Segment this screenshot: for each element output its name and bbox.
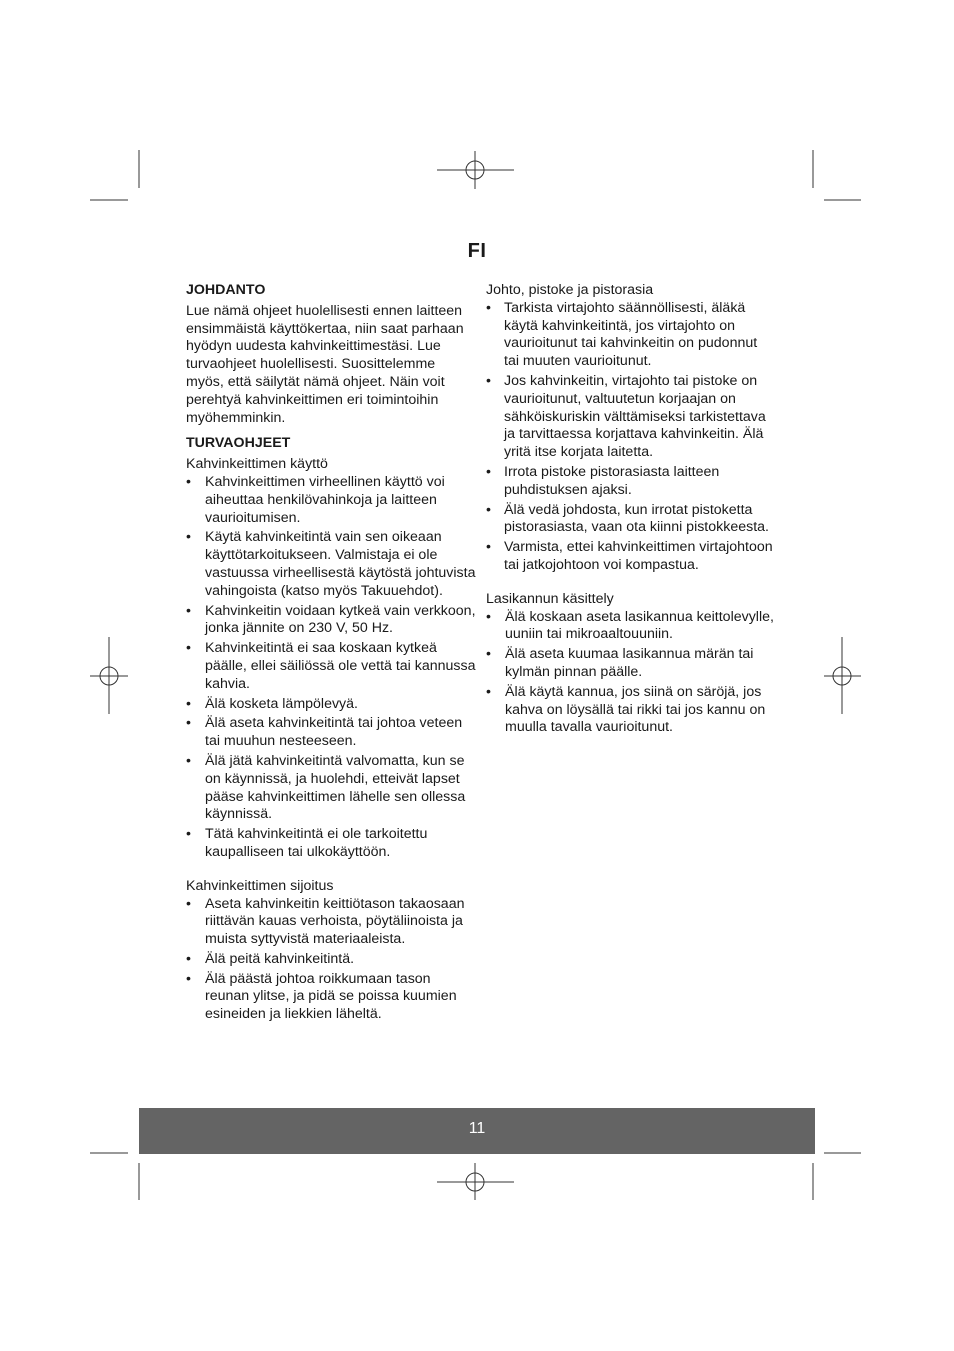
list-item: • Älä aseta kahvinkeitintä tai johtoa veteen tai muuhun nesteeseen.	[186, 715, 476, 751]
safety-heading: TURVAOHJEET	[186, 435, 291, 452]
list-item: • Kahvinkeitintä ei saa koskaan kytkeä päälle, ellei säiliössä ole vettä tai kannussa kahvia.	[186, 640, 476, 693]
left-column	[186, 282, 476, 1026]
placement-subheading: Kahvinkeittimen sijoitus	[186, 877, 334, 894]
list-item: • Irrota pistoke pistorasiasta laitteen puhdistuksen ajaksi.	[486, 464, 776, 500]
list-item: • Jos kahvinkeitin, virtajohto tai pistoke on vaurioitunut, valtuutetun korjaajan on sähköiskuriskin välttämiseksi tarkistettava ja tarvittaessa korjattava kahvinkeitin. Älä yritä itse korjata laitetta.	[486, 373, 776, 462]
intro-text: Lue nämä ohjeet huolellisesti ennen laitteen ensimmäistä käyttökertaa, niin saat parhaan hyödyn uudesta kahvinkeittimestäsi. Lue turvaohjeet huolellisesti. Suosittelemme myös, että säilytät nämä ohjeet. Näin voit perehtyä kahvinkeittimen eri toimintoihin myöhemminkin.	[186, 302, 464, 426]
list-item: • Älä aseta kuumaa lasikannua märän tai kylmän pinnan päälle.	[486, 646, 776, 682]
language-code: FI	[467, 240, 487, 262]
list-item: • Älä päästä johtoa roikkumaan tason reunan ylitse, ja pidä se poissa kuumien esineiden ja liekkien läheltä.	[186, 971, 476, 1024]
intro-heading: JOHDANTO	[186, 282, 266, 298]
list-item: • Tätä kahvinkeitintä ei ole tarkoitettu kaupalliseen tai ulkokäyttöön.	[186, 826, 476, 862]
list-item: • Älä peitä kahvinkeitintä.	[186, 951, 476, 969]
list-item: • Kahvinkeitin voidaan kytkeä vain verkkoon, jonka jännite on 230 V, 50 Hz.	[186, 603, 476, 639]
spacer	[186, 864, 476, 878]
usage-list	[186, 474, 476, 862]
list-item: • Älä koskaan aseta lasikannua keittolevylle, uuniin tai mikroaaltouuniin.	[486, 609, 776, 645]
carafe-list	[486, 609, 776, 738]
list-item: • Älä kosketa lämpölevyä.	[186, 696, 476, 714]
list-item: • Aseta kahvinkeitin keittiötason takaosaan riittävän kauas verhoista, pöytäliinoista ja muista syttyvistä materiaaleista.	[186, 896, 476, 949]
right-column	[486, 282, 776, 739]
list-item: • Kahvinkeittimen virheellinen käyttö voi aiheuttaa henkilövahinkoja ja laitteen vaurioitumisen.	[186, 474, 476, 527]
cord-list	[486, 300, 776, 575]
list-item: • Älä jätä kahvinkeitintä valvomatta, kun se on käynnissä, ja huolehdi, etteivät lapset pääse kahvinkeittimen lähelle sen ollessa käynnissä.	[186, 753, 476, 824]
list-item: • Tarkista virtajohto säännöllisesti, äläkä käytä kahvinkeitintä, jos virtajohto on vaurioitunut tai kahvinkeitin on pudonnut tai muuten vaurioitunut.	[486, 300, 776, 371]
list-item: • Käytä kahvinkeitintä vain sen oikeaan käyttötarkoitukseen. Valmistaja ei ole vastuussa virheellisestä käytöstä johtuvista vahingoista (katso myös Takuuehdot).	[186, 529, 476, 600]
spacer	[486, 577, 776, 591]
footer-bar	[139, 1108, 815, 1154]
list-item: • Varmista, ettei kahvinkeittimen virtajohtoon tai jatkojohtoon voi kompastua.	[486, 539, 776, 575]
carafe-subheading: Lasikannun käsittely	[486, 590, 614, 607]
page-number: 11	[468, 1120, 486, 1137]
placement-list	[186, 896, 476, 1025]
usage-subheading: Kahvinkeittimen käyttö	[186, 456, 328, 473]
list-item: • Älä vedä johdosta, kun irrotat pistoketta pistorasiasta, vaan ota kiinni pistokkeesta.	[486, 502, 776, 538]
cord-subheading: Johto, pistoke ja pistorasia	[486, 282, 654, 298]
list-item: • Älä käytä kannua, jos siinä on säröjä, jos kahva on löysällä tai rikki tai jos kannu on muulla tavalla vaurioitunut.	[486, 684, 776, 737]
